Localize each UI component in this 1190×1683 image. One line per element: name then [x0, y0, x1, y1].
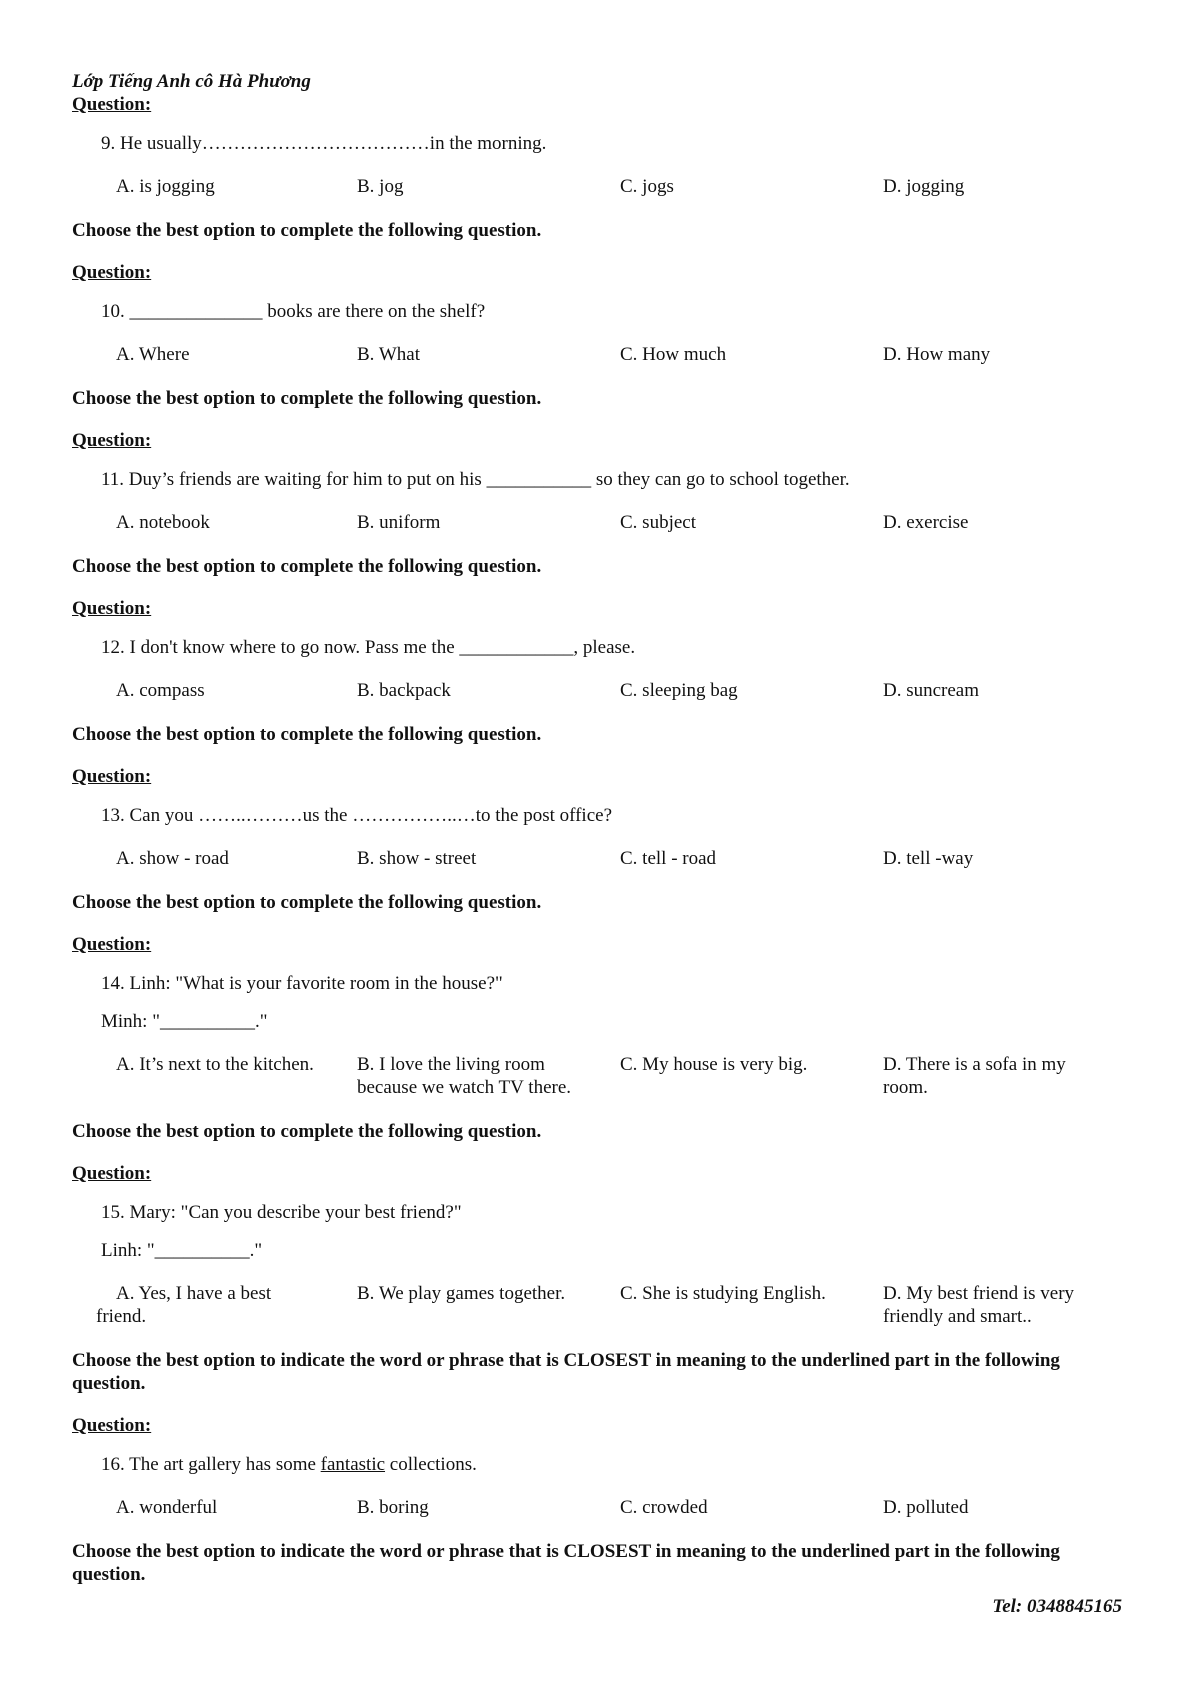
q11-option-a: A. notebook [116, 512, 210, 533]
q15-option-c: C. She is studying English. [620, 1283, 826, 1304]
question-label: Question: [72, 430, 152, 451]
instruction-complete: Choose the best option to complete the following question. [72, 220, 542, 241]
question-15-text: 15. Mary: "Can you describe your best friend?" [101, 1202, 462, 1223]
q13-option-c: C. tell - road [620, 848, 717, 869]
instruction-complete: Choose the best option to complete the following question. [72, 556, 542, 577]
q16-option-d: D. polluted [883, 1497, 969, 1518]
q9-option-b: B. jog [357, 176, 404, 197]
q12-option-b: B. backpack [357, 680, 451, 701]
q16-underlined-word: fantastic [320, 1454, 386, 1475]
question-label: Question: [72, 934, 152, 955]
page-header-title: Lớp Tiếng Anh cô Hà Phương [72, 71, 311, 92]
question-label: Question: [72, 1415, 152, 1436]
q11-option-c: C. subject [620, 512, 696, 533]
q16-text-before: 16. The art gallery has some [101, 1454, 321, 1475]
question-15-reply: Linh: "__________." [101, 1240, 263, 1261]
q9-option-d: D. jogging [883, 176, 965, 197]
q13-option-d: D. tell -way [883, 848, 974, 869]
q16-text-after: collections. [385, 1454, 477, 1475]
q10-option-a: A. Where [116, 344, 190, 365]
q12-option-d: D. suncream [883, 680, 980, 701]
q16-option-c: C. crowded [620, 1497, 708, 1518]
instruction-closest: Choose the best option to indicate the word or phrase that is CLOSEST in meaning to the underlined part in the following question. [72, 1541, 1060, 1585]
q10-option-d: D. How many [883, 344, 991, 365]
question-11-text: 11. Duy’s friends are waiting for him to put on his ___________ so they can go to school together. [101, 469, 850, 490]
q11-option-b: B. uniform [357, 512, 441, 533]
question-12-text: 12. I don't know where to go now. Pass me the ____________, please. [101, 637, 636, 658]
instruction-complete: Choose the best option to complete the following question. [72, 724, 542, 745]
question-16-text [101, 1453, 1101, 1476]
q9-option-c: C. jogs [620, 176, 674, 197]
question-label: Question: [72, 1163, 152, 1184]
instruction-complete: Choose the best option to complete the following question. [72, 892, 542, 913]
q14-option-d: D. There is a sofa in my room. [883, 1054, 1066, 1098]
question-9-text: 9. He usually………………………………in the morning. [101, 133, 547, 154]
q14-option-b: B. I love the living room because we watch TV there. [357, 1054, 572, 1098]
question-label: Question: [72, 766, 152, 787]
question-14-reply: Minh: "__________." [101, 1011, 268, 1032]
q16-option-b: B. boring [357, 1497, 429, 1518]
instruction-complete: Choose the best option to complete the following question. [72, 1121, 542, 1142]
question-label: Question: [72, 262, 152, 283]
q16-option-a: A. wonderful [116, 1497, 218, 1518]
footer-phone: Tel: 0348845165 [992, 1596, 1122, 1617]
question-14-text: 14. Linh: "What is your favorite room in the house?" [101, 973, 503, 994]
q15-option-a: A. Yes, I have a best friend. [96, 1283, 272, 1327]
q13-option-b: B. show - street [357, 848, 477, 869]
instruction-closest: Choose the best option to indicate the word or phrase that is CLOSEST in meaning to the underlined part in the following question. [72, 1350, 1060, 1394]
q15-option-b: B. We play games together. [357, 1283, 566, 1304]
q10-option-c: C. How much [620, 344, 727, 365]
question-10-text: 10. ______________ books are there on the shelf? [101, 301, 486, 322]
q14-option-a: A. It’s next to the kitchen. [116, 1054, 314, 1075]
instruction-complete: Choose the best option to complete the following question. [72, 388, 542, 409]
question-label: Question: [72, 598, 152, 619]
q11-option-d: D. exercise [883, 512, 969, 533]
q14-option-c: C. My house is very big. [620, 1054, 808, 1075]
question-label: Question: [72, 94, 152, 115]
question-13-text: 13. Can you ……..………us the ……………..…to the post office? [101, 805, 613, 826]
q12-option-c: C. sleeping bag [620, 680, 738, 701]
q13-option-a: A. show - road [116, 848, 229, 869]
q10-option-b: B. What [357, 344, 420, 365]
q12-option-a: A. compass [116, 680, 205, 701]
q9-option-a: A. is jogging [116, 176, 215, 197]
q15-option-d: D. My best friend is very friendly and smart.. [883, 1283, 1075, 1327]
